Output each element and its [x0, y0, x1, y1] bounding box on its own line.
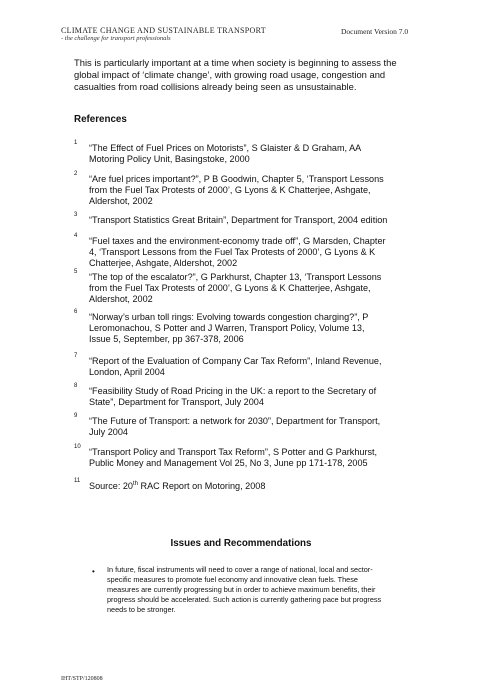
reference-line: “Fuel taxes and the environment-economy trade off”, G Marsden, Chapter [89, 236, 386, 246]
reference-line: Issue 5, September, pp 367-378, 2006 [89, 334, 244, 345]
reference-number: 3 [74, 212, 78, 218]
reference-line: London, April 2004 [89, 367, 165, 378]
reference-text [89, 416, 419, 438]
reference-line: “Feasibility Study of Road Pricing in the UK: a report to the Secretary of [89, 386, 377, 396]
reference-number: 11 [74, 478, 81, 484]
header-subtitle: - the challenge for transport professionals [61, 35, 171, 42]
intro-paragraph [74, 57, 414, 93]
reference-number: 5 [74, 269, 78, 275]
reference-text [89, 236, 419, 270]
reference-line: “The top of the escalator?”, G Parkhurst, Chapter 13, ‘Transport Lessons [89, 272, 382, 282]
reference-line: “Norway’s urban toll rings: Evolving towards congestion charging?”, P [89, 312, 369, 322]
reference-number: 8 [74, 383, 78, 389]
issues-heading: Issues and Recommendations [170, 538, 312, 549]
running-header [61, 26, 266, 43]
reference-line: “Transport Policy and Transport Tax Reform”, S Potter and G Parkhurst, [89, 447, 378, 457]
reference-text-part: RAC Report on Motoring, 2008 [138, 481, 266, 491]
header-title: CLIMATE CHANGE AND SUSTAINABLE TRANSPORT [61, 26, 266, 35]
reference-text [89, 481, 419, 492]
reference-text [89, 386, 419, 408]
bullet-line: progress should be accelerated. Such action is currently gathering pace but progress [107, 595, 382, 604]
bullet-icon: • [92, 567, 95, 576]
intro-line: This is particularly important at a time when society is beginning to assess the [74, 57, 397, 68]
reference-text [89, 174, 419, 208]
bullet-line: measures are currently progressing but in order to achieve maximum benefits, their [107, 585, 376, 594]
reference-number: 9 [74, 413, 78, 419]
bullet-line: needs to be stronger. [107, 605, 176, 614]
reference-line [89, 481, 419, 492]
reference-line: State”, Department for Transport, July 2004 [89, 397, 264, 408]
reference-line: “The Future of Transport: a network for 2030”, Department for Transport, [89, 416, 381, 426]
bullet-line: In future, fiscal instruments will need to cover a range of national, local and sector- [107, 565, 373, 574]
reference-line: “The Effect of Fuel Prices on Motorists”, S Glaister & D Graham, AA [89, 143, 362, 153]
reference-line: Aldershot, 2002 [89, 196, 153, 207]
reference-number: 10 [74, 444, 81, 450]
reference-line: “Are fuel prices important?”, P B Goodwin, Chapter 5, ‘Transport Lessons [89, 174, 384, 184]
reference-text-part: Source: 20 [89, 481, 133, 491]
reference-number: 6 [74, 309, 78, 315]
reference-line: from the Fuel Tax Protests of 2000’, G Lyons & K Chatterjee, Ashgate, [89, 185, 371, 196]
reference-number: 2 [74, 171, 78, 177]
reference-number: 4 [74, 233, 78, 239]
intro-line: casualties from road collisions already being seen as unsustainable. [74, 81, 357, 92]
reference-line: Aldershot, 2002 [89, 294, 153, 305]
reference-line: “Transport Statistics Great Britain”, Department for Transport, 2004 edition [89, 215, 388, 225]
intro-line: global impact of ‘climate change’, with growing road usage, congestion and [74, 69, 386, 80]
bullet-line: specific measures to promote fuel economy and innovative clean fuels. These [107, 575, 358, 584]
reference-line: Leromonachou, S Potter and J Warren, Transport Policy, Volume 13, [89, 323, 365, 334]
reference-line: Chatterjee, Ashgate, Aldershot, 2002 [89, 258, 238, 269]
document-version: Document Version 7.0 [341, 27, 409, 36]
reference-line: “Report of the Evaluation of Company Car Tax Reform”, Inland Revenue, [89, 356, 382, 366]
reference-text [89, 447, 419, 469]
footer-document-code: IHT/STP/120808 [61, 676, 103, 682]
reference-text [89, 215, 419, 226]
reference-number: 1 [74, 140, 78, 146]
reference-number: 7 [74, 353, 78, 359]
reference-text [89, 356, 419, 378]
reference-line: 4, ‘Transport Lessons from the Fuel Tax Protests of 2000’, G Lyons & K [89, 247, 376, 258]
reference-text [89, 312, 419, 346]
reference-line: Motoring Policy Unit, Basingstoke, 2000 [89, 154, 250, 165]
reference-line: from the Fuel Tax Protests of 2000’, G Lyons & K Chatterjee, Ashgate, [89, 283, 371, 294]
reference-text [89, 272, 419, 306]
ordinal-superscript: th [132, 480, 138, 487]
reference-text [89, 143, 419, 165]
references-heading: References [74, 114, 127, 125]
bullet-paragraph [107, 565, 407, 615]
reference-line: July 2004 [89, 427, 128, 438]
reference-line: Public Money and Management Vol 25, No 3, June pp 171-178, 2005 [89, 458, 368, 469]
